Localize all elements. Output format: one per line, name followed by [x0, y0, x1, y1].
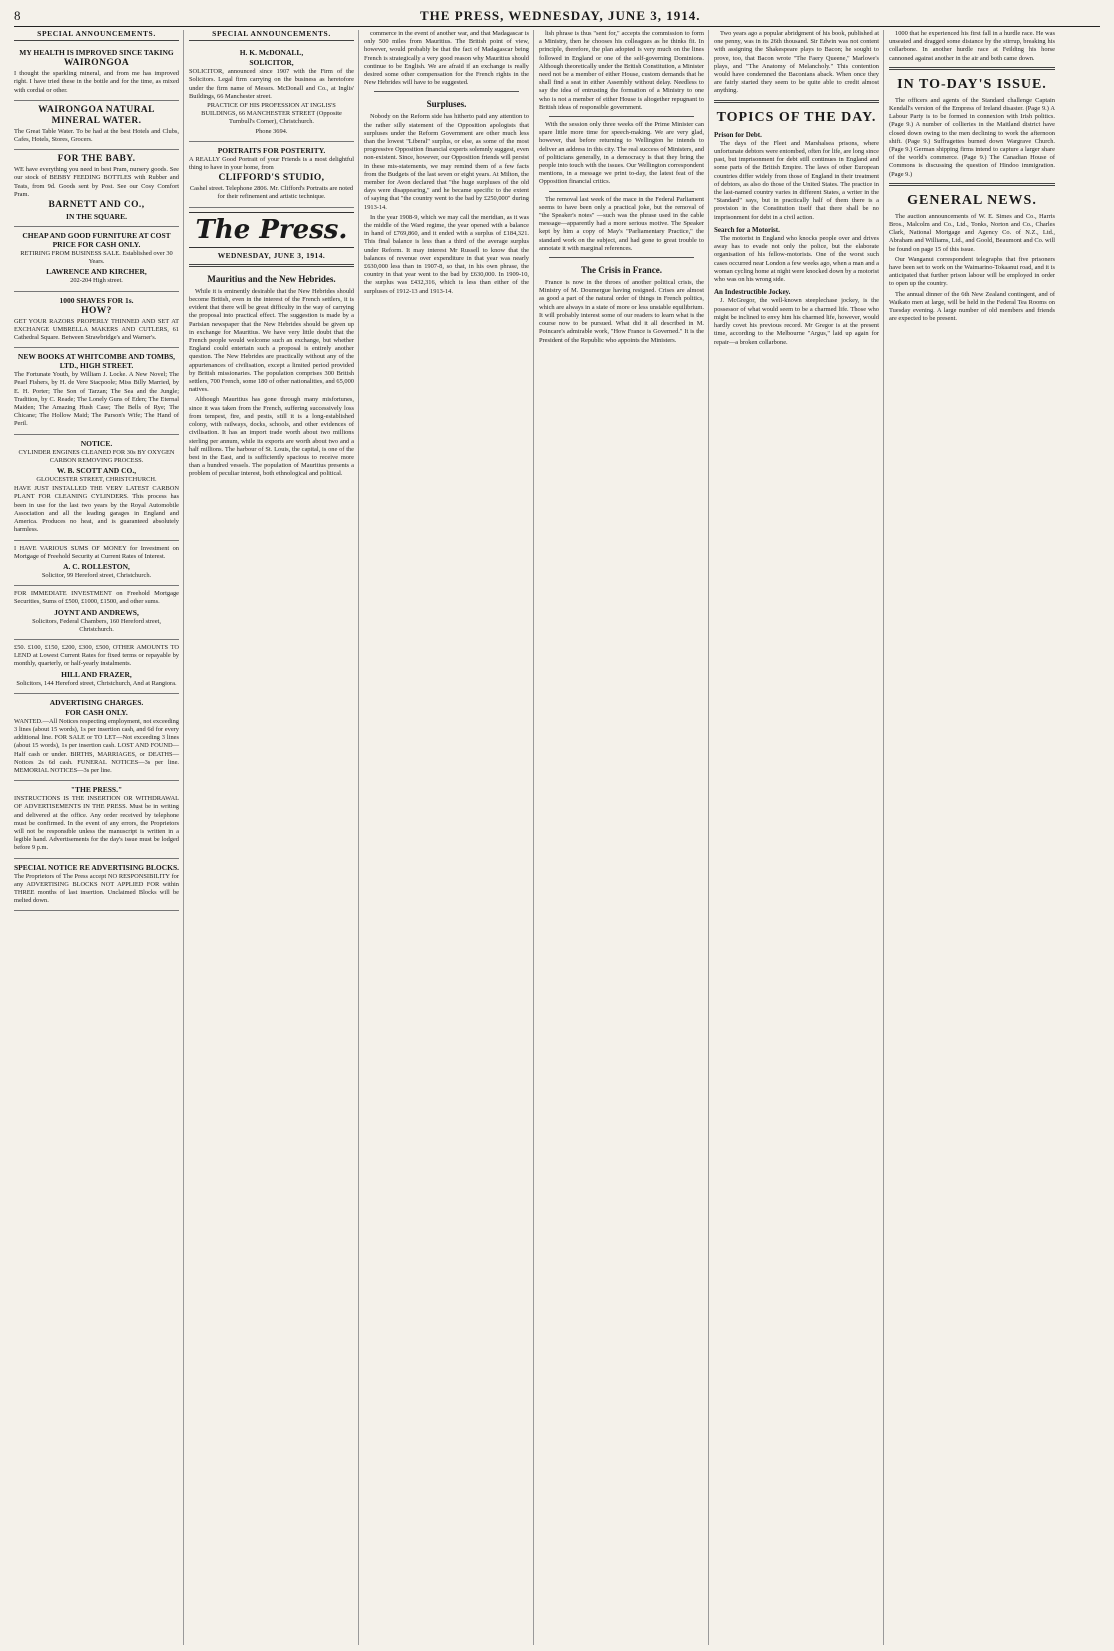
- ad-body: I thought the sparkling mineral, and from me has improved right. I have tried these in the bottle and for the time, as mixed with cordial or other.: [14, 70, 179, 94]
- ad-advertising-charges: [14, 694, 179, 781]
- ad-role: Solicitors, 144 Hereford street, Christchurch, And at Rangiora.: [16, 679, 177, 687]
- column-header: SPECIAL ANNOUNCEMENTS.: [14, 30, 179, 41]
- ad-body: GET YOUR RAZORS PROPERLY THINNED AND SET AT EXCHANGE UMBRELLA MAKERS AND CUTLERS, 61 Cathedral Square. Between Strawbridge's and Warner's.: [14, 317, 179, 342]
- ad-body: HAVE JUST INSTALLED THE VERY LATEST CARBON PLANT FOR CLEANING CYLINDERS. This process has been in use for the last two years by the Royal Automobile Association and all the leading garages in England and America. Produces no heat, and is guaranteed absolutely harmless.: [14, 485, 179, 534]
- leader-paragraph: While it is eminently desirable that the New Hebrides should become British, even in the interest of the French settlers, it is evident that there will be great difficulty in the way of carrying the proposal into practical effect. The suggestion is made by a Parisian newspaper that the New Hebrides should be given up in exchange for Mauritius. We have very little doubt that the French people would welcome such an exchange, but whether England could entertain such a proposal is entirely another question. The New Hebrides are practically without any of the appurtenances of civilisation, except a limited period provided by British missionaries. The population comprises 300 British settlers, 700 French, some 180 of other nationalities, and 65,000 natives.: [189, 287, 354, 394]
- ad-address: 202-204 High street.: [70, 277, 123, 285]
- ad-investment: [14, 586, 179, 640]
- ad-mineral-water: [14, 101, 179, 150]
- ad-sub: IN THE SQUARE.: [66, 212, 127, 222]
- column-2: [189, 30, 359, 1645]
- article-paragraph: The auction announcements of W. E. Simes and Co., Harris Bros., Malcolm and Co., Ltd., Tonks, Norton and Co., Charles Clark, National Mortgage and Agency Co. of N.Z., Ltd., Abraham and Williams, Ltd., and Goold, Beaumont and Co. will be found on page 15 of this issue.: [889, 212, 1055, 253]
- article-continuation: lish phrase is thus "sent for," accepts the commission to form a Ministry, then he chooses his colleagues as he thinks fit. In principle, therefore, the plan adopted is very much on the lines followed in England or one of the self-governing Dominions. Although theoretically under the British Constitution, a Minister need not be a member of either House, custom demands that he shall find a seat in either Assembly without delay. Needless to say the idea of entrusting the formation of a Ministry to one who is not a member of either House is altogether repugnant to British ideas of responsible government.: [539, 30, 704, 111]
- article-paragraph: The motorist in England who knocks people over and drives away has to evade not only the police, but the elaborate organisation of his fellow-motorists. One of the worst such cases occurred near London a few weeks ago, when a man and a woman cycling home at night were knocked down by a motorist who was on his wrong side.: [714, 235, 879, 284]
- ad-body: SOLICITOR, announced since 1907 with the Firm of the Solicitors. Legal firm carrying on the business as heretofore under the firm name of Messrs. McDonall and Co., at Inglis' Buildings, 66 Manchester street.: [189, 68, 354, 100]
- masthead: [14, 2, 1100, 27]
- ad-body: WANTED.—All Notices respecting employment, not exceeding 3 lines (about 15 words), 1s per insertion cash, and 6d for every additional line. FOR SALE or TO LET—Not exceeding 3 lines (about 15 words), 1s per insertion cash. LOST AND FOUND—Half cash or under. BIRTHS, MARRIAGES, or DEATHS—Notices 2s 6d cash. FUNERAL NOTICES—3s per line. MEMORIAL NOTICES—3s per line.: [14, 717, 179, 774]
- article-paragraph: Our Wanganui correspondent telegraphs that five prisoners have been set to work on the Waimarino-Tokaanui road, and it is anticipated that further prison labour will be employed in order to open up the country.: [889, 255, 1055, 288]
- ad-firm: LAWRENCE AND KIRCHER,: [46, 267, 147, 277]
- leader-continuation: commerce in the event of another war, and that Madagascar is only 500 miles from Mauritius. The British point of view, however, would probably be that the fact of Madagascar being French is strategically a very good reason why Mauritius should continue to be English. We are afraid if an exchange is really desired some other compensation for the French rights in the New Hebrides will have to be suggested.: [364, 30, 529, 87]
- ad-body: The Great Table Water. To be had at the best Hotels and Clubs, Cafes, Hotels, Stores, Grocers.: [14, 127, 179, 144]
- column-4: [539, 30, 709, 1645]
- divider: [374, 91, 519, 92]
- ad-role: SOLICITOR,: [249, 58, 294, 68]
- article-paragraph: France is now in the throes of another political crisis, the Ministry of M. Doumergue having resigned. Crises are almost as good a part of the natural order of things in French politics, which are always in a state of more or less unstable equilibrium. It will probably interest some of our readers to learn what is the course now to be pursued. What did it all described in M. Poincare's admirable work, "How France is Governed." It is the President of the Republic who appoints the Ministers.: [539, 279, 704, 344]
- ad-firm: HILL AND FRAZER,: [61, 669, 132, 679]
- ad-firm: H. K. McDONALL,: [239, 48, 304, 58]
- ad-how: HOW?: [81, 305, 112, 316]
- ad-baby: [14, 150, 179, 227]
- ad-sub: CYLINDER ENGINES CLEANED FOR 30s BY OXYGEN CARBON REMOVING PROCESS.: [18, 448, 175, 464]
- subhead: Search for a Motorist.: [714, 225, 780, 234]
- ad-title: FOR THE BABY.: [57, 154, 136, 165]
- leader-title: Mauritius and the New Hebrides.: [207, 273, 336, 284]
- ad-title: MY HEALTH IS IMPROVED SINCE TAKING: [19, 48, 174, 58]
- article-paragraph: J. McGregor, the well-known steeplechase jockey, is the possessor of what would seem to be a charmed life. Those who might be inclined to envy him his charmed life, however, would hardly covet his previous record. Mr Gregor is at the present time, according to the Melbourne "Argus," laid up again for repair—a broken collarbone.: [714, 297, 879, 346]
- section-title-topics: TOPICS OF THE DAY.: [716, 109, 877, 125]
- press-logo: The Press.: [189, 212, 354, 248]
- article-paragraph: The annual dinner of the 6th New Zealand contingent, and of Waikato men at large, will be held in the Federal Tea Rooms on Tuesday evening. A large number of old members and friends are expected to be present.: [889, 290, 1055, 323]
- leader-paragraph: Although Mauritius has gone through many misfortunes, since it was taken from the French, suffering successively loss from tempest, fire, and pestis, still it is a long-established colony, with railways, docks, schools, and other evidences of civilisation. It has an import trade worth about two millions sterling per annum, while its exports are worth about two and a half millions. The harbour of St. Louis, the capital, is one of the best in the East, and is sufficiently spacious to receive more than a hundred vessels. The population of Mauritius presents a problem of peculiar interest, both ethnological and political.: [189, 396, 354, 478]
- ad-role: Solicitors, Federal Chambers, 160 Hereford street, Christchurch.: [32, 617, 161, 633]
- article-paragraph: The officers and agents of the Standard challenge Captain Kendall's version of the Empress of Ireland disaster. (Page 9.) A Labour Party is to be formed in connexion with Irish politics. (Page 9.) A number of collieries in the Maitland district have closed down owing to the men declining to work the afternoon shift. (Page 9.) Suffragettes burned down Wargrave Church. (Page 9.) German shipping firms intend to capture a larger share of the world's commerce. (Page 9.) The Canadian House of Commons is discussing the question of Hindoo immigration. (Page 9.): [889, 96, 1055, 178]
- article-continuation: Two years ago a popular abridgment of his book, published at one penny, was in its 26th thousand. Sir Edwin was not content with assigning the Shakespeare plays to Bacon; he sought to prove, too, that Bacon wrote "The Faery Queene," Marlowe's plays, and "The Anatomy of Melancholy." This contention would have condemned the Baconians aback. When once they are fairly started they seem to be quite able to credit almost anything.: [714, 30, 879, 95]
- divider: [189, 264, 354, 267]
- ad-address: GLOUCESTER STREET, CHRISTCHURCH.: [36, 476, 157, 484]
- ad-title: £50. £100, £150, £200, £300, £500, OTHER AMOUNTS TO LEND at Lowest Current Rates for fixed terms or repayable by monthly, quarterly, or half-yearly instalments.: [14, 643, 179, 668]
- section-title-todays-issue: IN TO-DAY'S ISSUE.: [897, 76, 1047, 92]
- divider: [889, 67, 1055, 70]
- ad-portraits: [189, 142, 354, 208]
- ad-shaves: [14, 292, 179, 349]
- ad-money-rolleston: [14, 541, 179, 587]
- column-6: [889, 30, 1059, 1645]
- ad-cylinder-cleaning: [14, 435, 179, 541]
- ad-brand: BARNETT AND CO.,: [48, 200, 145, 211]
- ad-title: SPECIAL NOTICE RE ADVERTISING BLOCKS.: [14, 862, 179, 872]
- ad-title: PORTRAITS FOR POSTERITY.: [217, 145, 326, 155]
- divider: [549, 116, 694, 117]
- article-paragraph: The removal last week of the mace in the Federal Parliament seems to have been only a practical joke, but the removal of "the Speaker's notes" —such was the phrase used in the cable message—apparently had a more serious motive. The Speaker kept by him a copy of May's "Parliamentary Practice," the standard work on the subject, and had gone to great trouble to annotate it with marginal references.: [539, 195, 704, 252]
- ad-brand: CLIFFORD'S STUDIO,: [218, 173, 325, 184]
- ad-body: RETIRING FROM BUSINESS SALE. Established over 30 Years.: [20, 250, 173, 266]
- ad-firm: A. C. ROLLESTON,: [63, 561, 130, 571]
- ad-title: NEW BOOKS AT WHITCOMBE AND TOMBS, LTD., HIGH STREET.: [17, 352, 176, 371]
- ad-solicitor: [189, 44, 354, 142]
- page-number: 8: [14, 8, 21, 23]
- ad-furniture: [14, 227, 179, 292]
- article-paragraph: Nobody on the Reform side has hitherto paid any attention to the rather silly statement of the Opposition apologists that surpluses under the Reform Government are other much less than the lowest "Liberal" surplus, or else, as some of the most progressive Opposition financial experts solemnly suggest, even non-existent. Since, however, our Opposition friends will persist in these mis-statements, we may remind them of a few facts from the Budgets of the last seven or eight years. At Milton, the member for Avon declared that "the huge surpluses of the old days were disappearing," and he became specific to the extent of saying that "the country went to the bad by £250,000" during 1913-14.: [364, 113, 529, 211]
- ad-blocks-notice: [14, 859, 179, 912]
- ad-title: CHEAP AND GOOD FURNITURE AT COST PRICE FOR CASH ONLY.: [22, 231, 171, 250]
- columns: [14, 30, 1100, 1645]
- ad-brand: WAIRONGOA NATURAL MINERAL WATER.: [38, 104, 155, 126]
- divider: [549, 257, 694, 258]
- section-title-general-news: GENERAL NEWS.: [907, 192, 1037, 208]
- ad-address: Cashel street. Telephone 2806. Mr. Clifford's Portraits are noted for their refinement and artistic technique.: [189, 185, 354, 201]
- ad-lend: [14, 640, 179, 694]
- ad-sub: FOR CASH ONLY.: [65, 707, 128, 717]
- article-continuation: 1000 that he experienced his first fall in a hurdle race. He was unseated and dragged some distance by the stirrup, breaking his collarbone. In another hurdle race at Feilding his horse cannoned against another in the air and both came down.: [889, 30, 1055, 62]
- ad-brand: WAIRONGOA: [63, 58, 130, 69]
- ad-the-press: [14, 781, 179, 858]
- issue-date: WEDNESDAY, JUNE 3, 1914.: [217, 250, 326, 260]
- article-paragraph: In the year 1908-9, which we may call the meridian, as it was the middle of the Ward regime, the year opened with a balance in hand of £769,860, and it ended with a surplus of £184,321. This final balance is less than a third of the average surplus under Reform. It may interest Mr Russell to know that the balances of revenue over expenditure in that year was nearly £630,000 less than in 1907-8, so that, in his own phrase, the country in that year went to the bad by £630,000. In 1909-10, the surplus was £432,316, which is less than either of the surpluses of 1912-13 and 1913-14.: [364, 213, 529, 295]
- ad-wairongoa: [14, 44, 179, 101]
- divider: [889, 183, 1055, 186]
- ad-telephone: Phone 3694.: [255, 127, 288, 135]
- ad-practice: PRACTICE OF HIS PROFESSION AT INGLIS'S BUILDINGS, 66 MANCHESTER STREET (Opposite Turnbull's Corner), Christchurch.: [201, 102, 342, 126]
- ad-new-books: [14, 348, 179, 434]
- section-title-surpluses: Surpluses.: [426, 99, 467, 110]
- ad-title: ADVERTISING CHARGES.: [49, 697, 144, 707]
- subhead: An Indestructible Jockey.: [714, 288, 791, 297]
- column-1: [14, 30, 184, 1645]
- ad-title: FOR IMMEDIATE INVESTMENT on Freehold Mortgage Securities, Sums of £500, £1000, £1500, and other sums.: [14, 590, 179, 606]
- ad-title: NOTICE.: [80, 438, 113, 448]
- newspaper-title: THE PRESS, WEDNESDAY, JUNE 3, 1914.: [419, 8, 701, 23]
- ad-body: INSTRUCTIONS IS THE INSERTION OR WITHDRAWAL OF ADVERTISEMENTS IN THE PRESS. Must be in writing and delivered at the office. Any order received by telephone must be confirmed. In the event of any errors, the Proprietors will not be responsible unless the manuscript is written in a legible hand. Advertisements for the day's issue must be lodged before 9 p.m.: [14, 795, 179, 852]
- ad-body: I HAVE VARIOUS SUMS OF MONEY for Investment on Mortgage of Freehold Security at Current Rates of Interest.: [14, 544, 179, 560]
- column-3: [364, 30, 534, 1645]
- column-header: SPECIAL ANNOUNCEMENTS.: [189, 30, 354, 41]
- ad-firm: JOYNT AND ANDREWS,: [54, 607, 139, 617]
- subhead: Prison for Debt.: [714, 130, 762, 139]
- section-title-crisis-france: The Crisis in France.: [581, 265, 662, 276]
- ad-body: The Proprietors of The Press accept NO RESPONSIBILITY for any ADVERTISING BLOCKS NOT APPLIED FOR within THREE months of last insertion. Unclaimed Blocks will be melted down.: [14, 872, 179, 905]
- divider: [714, 100, 879, 103]
- article-paragraph: With the session only three weeks off the Prime Minister can spare little more time for speech-making. We are very glad, however, that before returning to Wellington he intends to deliver an address in this city. The real success of Ministers, and of politicians generally, in a democracy is that they bring the people into touch with the issues. Our Wellington correspondent mentions, in a message we print to-day, the latest feat of the Opposition financial critics.: [539, 121, 704, 186]
- column-5: [714, 30, 884, 1645]
- ad-firm: W. B. SCOTT AND CO.,: [56, 466, 137, 476]
- ad-body: The Fortunate Youth, by William J. Locke. A New Novel; The Pearl Fishers, by H. de Vere Stacpoole; Miss Billy Married, by E. H. Porter; The Son of Tarzan; The Sea and the Jungle; Tradition, by C. Reade; The Lonely Guns of Eden; The Eternal Maiden; The Amazing Hush Case; The Bells of Rye; The Chicane; The Hollow Maid; The Parson's Wife; The Hand of Peril.: [14, 371, 179, 428]
- article-paragraph: The days of the Fleet and Marshalsea prisons, where unfortunate debtors were entombed, often for life, are long since past, but imprisonment for debt still continues in England and some parts of the British Empire. The laws of other European countries differ widely from those of England in their treatment of debtors, as also do those of the United States. The practice in the last-named country varies in different States, a writer in the "Standard" says, but in practically half of them there is a provision in the Constitution itself that there shall be no imprisonment for debt in a civil action.: [714, 139, 879, 221]
- divider: [549, 191, 694, 192]
- ad-body: A REALLY Good Portrait of your Friends is a most delightful thing to have in your home, from: [189, 155, 354, 172]
- ad-title: "THE PRESS.": [70, 785, 123, 795]
- ad-title: 1000 SHAVES FOR 1s.: [59, 295, 134, 305]
- ad-body: WE have everything you need in best Pram, nursery goods. See our stock of BEBBY FEEDING BOTTLES with Rubber and Teats, from 9d. Goods sent by Post. See our Cosy Comfort Pram.: [14, 166, 179, 198]
- ad-role: Solicitor, 99 Hereford street, Christchurch.: [41, 571, 152, 579]
